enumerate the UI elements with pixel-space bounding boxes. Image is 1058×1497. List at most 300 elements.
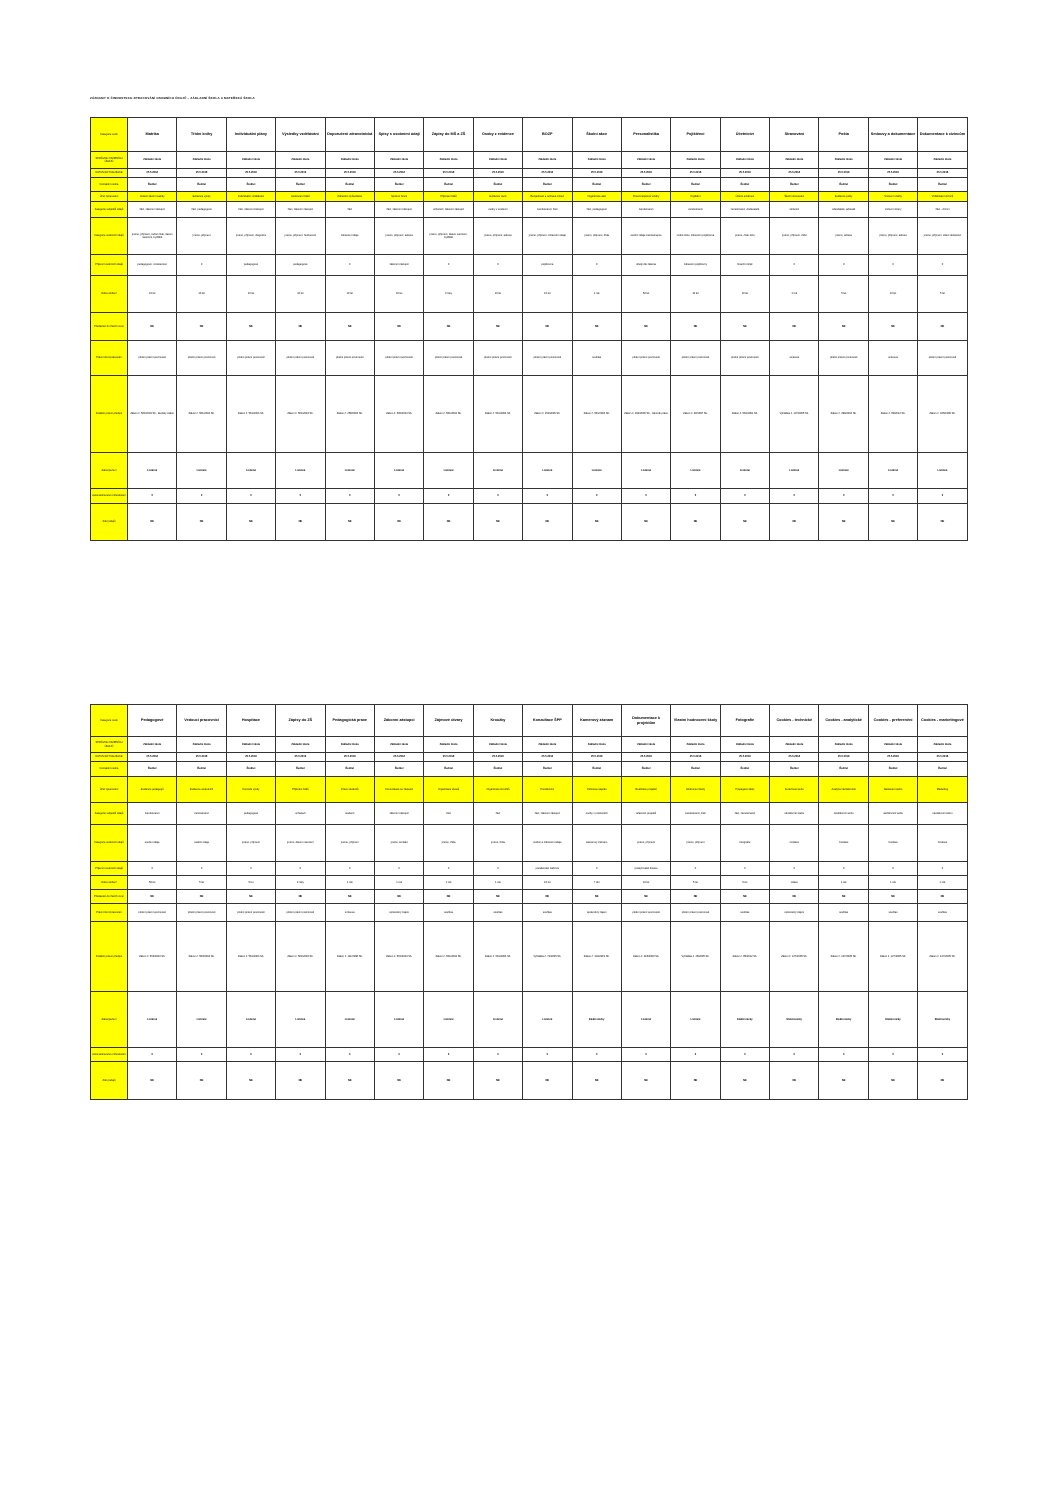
register-cell: Smlouvy a dokumentace: [868, 118, 917, 152]
register-cell: 0: [177, 489, 226, 504]
register-cell: 25.5.2018: [374, 169, 423, 178]
register-row: [91, 376, 968, 453]
register-cell: jméno, číslo účtu: [720, 218, 769, 255]
register-cell: strávníci: [770, 202, 819, 218]
register-cell: Listinně: [128, 992, 177, 1048]
register-cell: Základní škola: [671, 737, 720, 753]
register-cell: 25.5.2018: [473, 169, 522, 178]
register-cell: 0: [918, 255, 967, 276]
register-cell: Základní škola: [177, 737, 226, 753]
register-cell: 0: [868, 862, 917, 876]
register-row: [91, 276, 968, 313]
register-cell: NE: [720, 313, 769, 341]
register-cell: 25.5.2018: [523, 169, 572, 178]
register-cell: jméno, příjmení: [226, 825, 275, 862]
register-cell: plnění právní povinnosti: [473, 341, 522, 376]
register-cell: Elektronicky: [819, 992, 868, 1048]
register-cell: pojišťovna: [523, 255, 572, 276]
register-cell: 7 dní: [572, 876, 621, 890]
row-label: Kontaktní osoba: [91, 762, 128, 777]
register-cell: 0: [374, 1048, 423, 1062]
register-cell: Základní škola: [374, 152, 423, 169]
register-cell: Listinně: [424, 992, 473, 1048]
row-label: Automatizované rozhodování: [91, 1048, 128, 1062]
row-label: Kategorie osobních údajů: [91, 825, 128, 862]
register-cell: plnění právní povinnosti: [325, 341, 374, 376]
register-cell: jméno, datum narození: [276, 825, 325, 862]
register-cell: Listinně: [226, 453, 275, 489]
register-cell: 25.5.2018: [819, 169, 868, 178]
register-cell: NE: [572, 890, 621, 904]
register-cell: Ředitel: [572, 178, 621, 192]
register-cell: Hospitace: [226, 705, 275, 737]
register-cell: 10 let: [276, 276, 325, 313]
register-cell: 0: [918, 1048, 967, 1062]
register-cell: Listinně: [177, 453, 226, 489]
register-cell: Ředitel: [720, 178, 769, 192]
register-cell: 0: [572, 1048, 621, 1062]
register-cell: NE: [868, 890, 917, 904]
row-label: Doba uložení: [91, 876, 128, 890]
register-cell: Zákon č. 89/2012 Sb.: [720, 922, 769, 992]
register-cell: Základní škola: [770, 152, 819, 169]
register-cell: žáci, zákonní zástupci: [523, 803, 572, 825]
register-cell: žáci, zákonní zástupci: [276, 202, 325, 218]
register-cell: Zákon č. 218/2000 Sb.: [621, 922, 670, 992]
register-cell: 25.5.2018: [621, 169, 670, 178]
register-cell: Základní škola: [276, 737, 325, 753]
register-cell: 1 rok: [424, 876, 473, 890]
register-cell: 0: [128, 1048, 177, 1062]
register-cell: NE: [325, 890, 374, 904]
register-row: [91, 705, 968, 737]
register-cell: Zákon č. 561/2004 Sb.: [276, 922, 325, 992]
register-cell: Zákon č. 262/2006 Sb., zákoník práce: [621, 376, 670, 453]
register-cell: Elektronicky: [918, 992, 967, 1048]
register-cell: jméno, adresa: [819, 218, 868, 255]
register-cell: zaměstnanci: [128, 803, 177, 825]
register-cell: 5 let: [819, 276, 868, 313]
register-cell: NE: [128, 1062, 177, 1100]
register-cell: plnění právní povinnosti: [819, 341, 868, 376]
register-cell: Zákonní zástupci: [374, 705, 423, 737]
register-cell: 25.5.2018: [226, 753, 275, 762]
register-cell: smluvní strany: [868, 202, 917, 218]
register-cell: osobní údaje zaměstnance: [621, 218, 670, 255]
register-cell: Zákon č. 561/2004 Sb.: [572, 376, 621, 453]
register-cell: 10 let: [177, 276, 226, 313]
register-cell: 1 rok: [918, 876, 967, 890]
register-cell: NE: [868, 313, 917, 341]
register-cell: Základní škola: [868, 737, 917, 753]
register-cell: NE: [177, 890, 226, 904]
register-cell: Vedení školní matriky: [128, 192, 177, 202]
register-row: [91, 825, 968, 862]
register-cell: Základní škola: [226, 737, 275, 753]
register-cell: Elektronicky: [868, 992, 917, 1048]
register-cell: uchazeči: [276, 803, 325, 825]
register-cell: poskytovatel dotace: [621, 862, 670, 876]
register-cell: 0: [770, 1048, 819, 1062]
register-row: [91, 255, 968, 276]
register-cell: 5 let: [226, 876, 275, 890]
register-cell: 25.5.2018: [325, 169, 374, 178]
register-cell: 0: [424, 489, 473, 504]
register-cell: Listinně: [276, 453, 325, 489]
register-cell: Základní škola: [374, 737, 423, 753]
register-row: [91, 202, 968, 218]
register-cell: 25.5.2018: [374, 753, 423, 762]
register-cell: 10 let: [128, 276, 177, 313]
register-cell: Marketing: [918, 777, 967, 803]
register-cell: NE: [473, 504, 522, 541]
register-cell: 10 let: [374, 276, 423, 313]
row-label: Doba uložení: [91, 276, 128, 313]
register-cell: Ředitel: [819, 762, 868, 777]
register-cell: zaměstnanci: [621, 202, 670, 218]
register-cell: 10 let: [226, 276, 275, 313]
register-cell: Zákon č. 561/2004 Sb.: [177, 376, 226, 453]
register-cell: souhlas: [572, 341, 621, 376]
register-cell: Cookies - analytické: [819, 705, 868, 737]
register-cell: Kamerový záznam: [572, 705, 621, 737]
register-cell: fotografie: [720, 825, 769, 862]
register-cell: Základní škola: [325, 152, 374, 169]
register-row: [91, 218, 968, 255]
register-cell: Hodnocení žáků: [276, 192, 325, 202]
register-cell: Pojištěnci: [671, 118, 720, 152]
register-cell: Listinně: [226, 992, 275, 1048]
register-cell: 25.5.2018: [572, 169, 621, 178]
register-cell: Ředitel: [473, 762, 522, 777]
register-cell: 25.5.2018: [424, 753, 473, 762]
register-cell: Dokumentace k projektům: [621, 705, 670, 737]
register-cell: Cookies: [918, 825, 967, 862]
register-cell: 25.5.2018: [572, 753, 621, 762]
register-cell: 0: [819, 1048, 868, 1062]
register-cell: Listinně: [819, 453, 868, 489]
register-cell: NE: [374, 504, 423, 541]
row-label: Automatizované rozhodování: [91, 489, 128, 504]
register-cell: 0: [770, 489, 819, 504]
register-cell: 0: [621, 489, 670, 504]
register-cell: smlouva: [868, 341, 917, 376]
register-cell: Doporučení zdravotnická: [325, 118, 374, 152]
register-cell: NE: [473, 313, 522, 341]
register-cell: Ředitel: [177, 178, 226, 192]
register-cell: zaměstnanci, žáci: [671, 803, 720, 825]
register-cell: Zákon č. 127/2005 Sb.: [770, 922, 819, 992]
register-cell: pedagogové: [226, 803, 275, 825]
register-cell: Organizace akcí: [572, 192, 621, 202]
register-cell: NE: [424, 1062, 473, 1100]
register-cell: NE: [177, 1062, 226, 1100]
register-cell: Zákon č. 561/2004 Sb., školský zákon: [128, 376, 177, 453]
register-row: [91, 753, 968, 762]
register-cell: Ředitel: [374, 762, 423, 777]
register-cell: plnění právní povinnosti: [918, 341, 967, 376]
register-cell: Zákon č. 563/2004 Sb.: [128, 922, 177, 992]
register-cell: Listinně: [918, 453, 967, 489]
row-label: Zvláštní právní předpis: [91, 922, 128, 992]
register-cell: Základní škola: [177, 152, 226, 169]
register-cell: Základní škola: [572, 152, 621, 169]
register-cell: 10 let: [473, 276, 522, 313]
register-cell: Ředitel: [918, 178, 967, 192]
register-cell: žáci: [325, 202, 374, 218]
register-cell: 1 rok: [325, 876, 374, 890]
register-cell: účastníci projektů: [621, 803, 670, 825]
register-cell: Pedagogická praxe: [325, 705, 374, 737]
register-cell: 5 let: [720, 876, 769, 890]
register-cell: plnění právní povinnosti: [671, 341, 720, 376]
register-cell: 25.5.2018: [128, 753, 177, 762]
register-cell: Stravování: [770, 118, 819, 152]
register-cell: Listinně: [177, 992, 226, 1048]
register-cell: 25.5.2018: [226, 169, 275, 178]
register-cell: 0: [424, 255, 473, 276]
register-cell: plnění právní povinnosti: [374, 341, 423, 376]
register-cell: 0: [226, 862, 275, 876]
row-label: Kategorie subjektů údajů: [91, 803, 128, 825]
register-row: [91, 762, 968, 777]
register-cell: poradenské zařízení: [523, 862, 572, 876]
register-cell: oprávněný zájem: [572, 904, 621, 922]
register-cell: Ředitel: [819, 178, 868, 192]
row-label: Kategorie osob: [91, 118, 128, 152]
register-cell: Základní škola: [473, 152, 522, 169]
register-row: [91, 152, 968, 169]
register-cell: 25.5.2018: [868, 169, 917, 178]
register-cell: 0: [128, 862, 177, 876]
register-cell: jméno, příjmení: [177, 218, 226, 255]
register-cell: Elektronicky: [720, 992, 769, 1048]
register-cell: NE: [621, 890, 670, 904]
register-cell: Personalistika: [621, 118, 670, 152]
register-cell: Ředitel: [868, 178, 917, 192]
register-cell: Třídní knihy: [177, 118, 226, 152]
register-cell: NE: [819, 1062, 868, 1100]
register-cell: NE: [128, 504, 177, 541]
register-cell: 0: [325, 862, 374, 876]
register-cell: 0: [177, 1048, 226, 1062]
register-cell: Dokumentace k cizincům: [918, 118, 967, 152]
register-cell: NE: [523, 890, 572, 904]
register-cell: Ředitel: [325, 762, 374, 777]
register-cell: Školní stravování: [770, 192, 819, 202]
register-cell: Evidence pošty: [819, 192, 868, 202]
register-cell: Zákon č. 89/2012 Sb.: [868, 376, 917, 453]
register-cell: Evidence výuky: [177, 192, 226, 202]
register-cell: NE: [572, 1062, 621, 1100]
register-cell: jméno, příjmení: [671, 825, 720, 862]
register-cell: NE: [177, 313, 226, 341]
register-cell: zákonní zástupci: [374, 803, 423, 825]
document-title: ZÁZNAMY O ČINNOSTECH ZPRACOVÁNÍ OSOBNÍCH ÚDAJŮ – ZÁKLADNÍ ŠKOLA A MATEŘSKÁ ŠKOLA: [90, 96, 255, 100]
register-cell: Základní škola: [671, 152, 720, 169]
register-cell: jméno, příjmení: [621, 825, 670, 862]
register-row: [91, 118, 968, 152]
register-cell: plnění právní povinnosti: [720, 341, 769, 376]
register-cell: Ředitel: [868, 762, 917, 777]
register-cell: 10 let: [621, 876, 670, 890]
register-cell: 25.5.2018: [177, 753, 226, 762]
register-cell: 25.5.2018: [177, 169, 226, 178]
register-cell: Zákon č. 127/2005 Sb.: [868, 922, 917, 992]
row-label: SPRÁVCE OSOBNÍCH ÚDAJŮ: [91, 152, 128, 169]
register-cell: NE: [819, 504, 868, 541]
register-cell: uchazeči, zákonní zástupci: [424, 202, 473, 218]
register-cell: Zájmové útvary: [424, 705, 473, 737]
register-cell: 0: [523, 1048, 572, 1062]
register-cell: NE: [276, 890, 325, 904]
register-cell: jméno, příjmení: [325, 825, 374, 862]
register-cell: 0: [177, 862, 226, 876]
register-cell: NE: [523, 1062, 572, 1100]
register-cell: NE: [226, 504, 275, 541]
register-cell: NE: [671, 504, 720, 541]
register-cell: žáci - cizinci: [918, 202, 967, 218]
register-cell: NE: [523, 504, 572, 541]
register-row: [91, 192, 968, 202]
register-cell: Fotografie: [720, 705, 769, 737]
register-cell: Zákon č. 561/2004 Sb.: [226, 376, 275, 453]
register-cell: NE: [918, 1062, 967, 1100]
register-cell: souhlas: [473, 904, 522, 922]
register-cell: studenti: [325, 803, 374, 825]
register-cell: Ředitel: [177, 762, 226, 777]
register-cell: 5 let: [671, 876, 720, 890]
register-cell: Zápisy do MŠ a ZŠ: [424, 118, 473, 152]
register-cell: 0: [671, 862, 720, 876]
register-cell: BOZP: [523, 118, 572, 152]
register-cell: 3 roky: [424, 276, 473, 313]
row-label: Zdroj údajů: [91, 504, 128, 541]
register-cell: návštěvníci webu: [770, 803, 819, 825]
register-cell: 0: [276, 862, 325, 876]
register-cell: Vyhláška č. 72/2005 Sb.: [523, 922, 572, 992]
register-cell: osoby v evidenci: [473, 202, 522, 218]
register-cell: Přijímání žáků: [424, 192, 473, 202]
register-cell: Základní škola: [473, 737, 522, 753]
register-cell: Ředitel: [770, 178, 819, 192]
register-row: [91, 169, 968, 178]
register-cell: Elektronicky: [572, 992, 621, 1048]
register-cell: Základní škola: [720, 152, 769, 169]
register-cell: 0: [770, 255, 819, 276]
row-label: Zdroj údajů: [91, 1062, 128, 1100]
register-cell: NE: [374, 890, 423, 904]
register-cell: souhlas: [868, 904, 917, 922]
register-cell: žáci: [424, 803, 473, 825]
row-label: Předávání do třetích zemí: [91, 313, 128, 341]
register-cell: jméno, příjmení, adresa: [868, 218, 917, 255]
register-cell: Cookies - marketingové: [918, 705, 967, 737]
register-cell: souhlas: [720, 904, 769, 922]
register-cell: návštěvníci webu: [918, 803, 967, 825]
row-label: Právní titul zpracování: [91, 904, 128, 922]
register-cell: NE: [918, 504, 967, 541]
register-cell: Ředitel: [918, 762, 967, 777]
register-cell: jméno, příjmení, datum narození, bydliště: [424, 218, 473, 255]
register-cell: Vyhláška č. 107/2005 Sb.: [770, 376, 819, 453]
register-cell: Ředitel: [325, 178, 374, 192]
register-cell: Zákon č. 127/2005 Sb.: [819, 922, 868, 992]
register-cell: Účetnictví: [720, 118, 769, 152]
processing-register-table-1: [90, 117, 968, 541]
register-cell: pedagogové: [226, 255, 275, 276]
register-cell: Přijímání žáků: [276, 777, 325, 803]
register-cell: plnění právní povinnosti: [424, 341, 473, 376]
register-cell: Listinně: [473, 992, 522, 1048]
register-row: [91, 862, 968, 876]
register-cell: 0: [868, 255, 917, 276]
register-cell: Listinně: [572, 453, 621, 489]
register-cell: Listinně: [720, 453, 769, 489]
row-label: Předávání do třetích zemí: [91, 890, 128, 904]
register-cell: zaměstnanci, žáci: [523, 202, 572, 218]
register-cell: NE: [720, 1062, 769, 1100]
register-cell: odesílatelé, adresáti: [819, 202, 868, 218]
register-cell: Základní škola: [918, 152, 967, 169]
register-cell: plnění právní povinnosti: [177, 341, 226, 376]
register-cell: plnění právní povinnosti: [276, 341, 325, 376]
register-cell: 0: [671, 1048, 720, 1062]
register-cell: 10 let: [720, 276, 769, 313]
register-cell: NE: [819, 890, 868, 904]
row-label: Zvláštní právní předpis: [91, 376, 128, 453]
register-cell: pedagogové: [276, 255, 325, 276]
register-cell: NE: [621, 1062, 670, 1100]
register-cell: úřady dle zákona: [621, 255, 670, 276]
register-cell: 0: [128, 489, 177, 504]
register-row: [91, 453, 968, 489]
register-cell: Ředitel: [424, 178, 473, 192]
register-cell: Kroužky: [473, 705, 522, 737]
register-cell: 0: [276, 1048, 325, 1062]
register-cell: 0: [226, 1048, 275, 1062]
register-cell: Listinně: [128, 453, 177, 489]
register-cell: Základní škola: [424, 152, 473, 169]
register-cell: Základní škola: [770, 737, 819, 753]
register-cell: Ředitel: [671, 762, 720, 777]
register-cell: 25.5.2018: [918, 169, 967, 178]
register-cell: osoby v prostorách: [572, 803, 621, 825]
register-row: [91, 904, 968, 922]
register-cell: 0: [572, 489, 621, 504]
register-row: [91, 777, 968, 803]
register-cell: 0: [523, 489, 572, 504]
register-cell: Zákon č. 561/2004 Sb.: [226, 922, 275, 992]
row-label: Kategorie osob: [91, 705, 128, 737]
register-cell: NE: [720, 504, 769, 541]
register-cell: Zákon č. 563/2004 Sb.: [177, 922, 226, 992]
register-cell: Základní škola: [276, 152, 325, 169]
register-cell: Zákon č. 499/2004 Sb.: [819, 376, 868, 453]
row-label: DATUM AKTUALIZACE: [91, 753, 128, 762]
register-cell: 25.5.2018: [276, 169, 325, 178]
register-cell: plnění právní povinnosti: [621, 341, 670, 376]
register-cell: Vyhláška č. 15/2005 Sb.: [671, 922, 720, 992]
register-cell: Listinně: [424, 453, 473, 489]
register-row: [91, 922, 968, 992]
register-cell: 25.5.2018: [325, 753, 374, 762]
register-cell: 25.5.2018: [523, 753, 572, 762]
register-cell: Ředitel: [226, 178, 275, 192]
register-cell: Výsledky vzdělávání: [276, 118, 325, 152]
register-cell: NE: [424, 504, 473, 541]
register-row: [91, 313, 968, 341]
